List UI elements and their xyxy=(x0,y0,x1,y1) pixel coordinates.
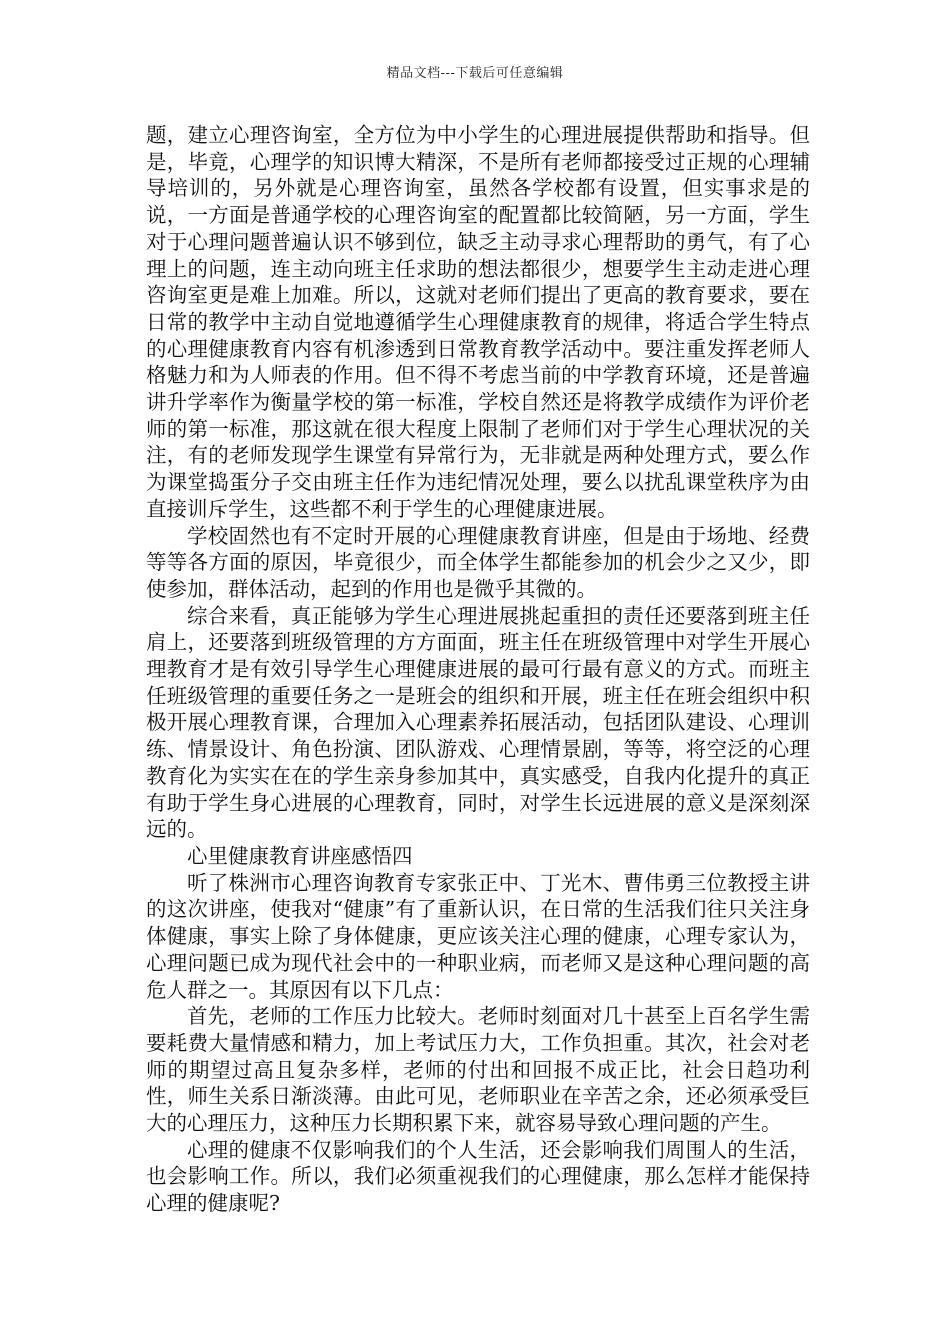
paragraph-4: 听了株洲市心理咨询教育专家张正中、丁光木、曹伟勇三位教授主讲的这次讲座，使我对“健康”有了重新认识，在日常的生活我们往只关注身体健康，事实上除了身体健康，更应该关注心理的健康，心理专家认为，心理问题已成为现代社会中的一种职业病，而老师又是这种心理问题的高危人群之一。其原因有以下几点： xyxy=(146,870,810,1002)
document-body xyxy=(146,122,810,1217)
page-header: 精品文档---下载后可任意编辑 xyxy=(386,66,564,81)
paragraph-5: 首先，老师的工作压力比较大。老师时刻面对几十甚至上百名学生需要耗费大量情感和精力，加上考试压力大，工作负担重。其次，社会对老师的期望过高且复杂多样，老师的付出和回报不成正比，社会日趋功利性，师生关系日渐淡薄。由此可见，老师职业在辛苦之余，还必须承受巨大的心理压力，这种压力长期积累下来，就容易导致心理问题的产生。 xyxy=(146,1004,810,1136)
paragraph-6: 心理的健康不仅影响我们的个人生活，还会影响我们周围人的生活，也会影响工作。所以，我们必须重视我们的心理健康，那么怎样才能保持心理的健康呢? xyxy=(146,1137,810,1216)
paragraph-1: 题，建立心理咨询室，全方位为中小学生的心理进展提供帮助和指导。但是，毕竟，心理学的知识博大精深，不是所有老师都接受过正规的心理辅导培训的，另外就是心理咨询室，虽然各学校都有设置，但实事求是的说，一方面是普通学校的心理咨询室的配置都比较简陋，另一方面，学生对于心理问题普遍认识不够到位，缺乏主动寻求心理帮助的勇气，有了心理上的问题，连主动向班主任求助的想法都很少，想要学生主动走进心理咨询室更是难上加难。所以，这就对老师们提出了更高的教育要求，要在日常的教学中主动自觉地遵循学生心理健康教育的规律，将适合学生特点的心理健康教育内容有机渗透到日常教育教学活动中。要注重发挥老师人格魅力和为人师表的作用。但不得不考虑当前的中学教育环境，还是普遍讲升学率作为衡量学校的第一标准，学校自然还是将教学成绩作为评价老师的第一标准，那这就在很大程度上限制了老师们对于学生心理状况的关注，有的老师发现学生课堂有异常行为，无非就是两种处理方式，要么作为课堂捣蛋分子交由班主任作为违纪情况处理，要么以扰乱课堂秩序为由直接训斥学生，这些都不利于学生的心理健康进展。 xyxy=(146,123,810,521)
section-heading: 心里健康教育讲座感悟四 xyxy=(187,843,413,868)
paragraph-2: 学校固然也有不定时开展的心理健康教育讲座，但是由于场地、经费等等各方面的原因，毕竟很少，而全体学生都能参加的机会少之又少，即使参加，群体活动，起到的作用也是微乎其微的。 xyxy=(146,523,810,601)
paragraph-3: 综合来看，真正能够为学生心理进展挑起重担的责任还要落到班主任肩上，还要落到班级管理的方方面面，班主任在班级管理中对学生开展心理教育才是有效引导学生心理健康进展的最可行最有意义的方式。而班主任班级管理的重要任务之一是班会的组织和开展，班主任在班会组织中积极开展心理教育课，合理加入心理素养拓展活动，包括团队建设、心理训练、情景设计、角色扮演、团队游戏、心理情景剧，等等，将空泛的心理教育化为实实在在的学生亲身参加其中，真实感受，自我内化提升的真正有助于学生身心进展的心理教育，同时，对学生长远进展的意义是深刻深远的。 xyxy=(146,603,810,842)
